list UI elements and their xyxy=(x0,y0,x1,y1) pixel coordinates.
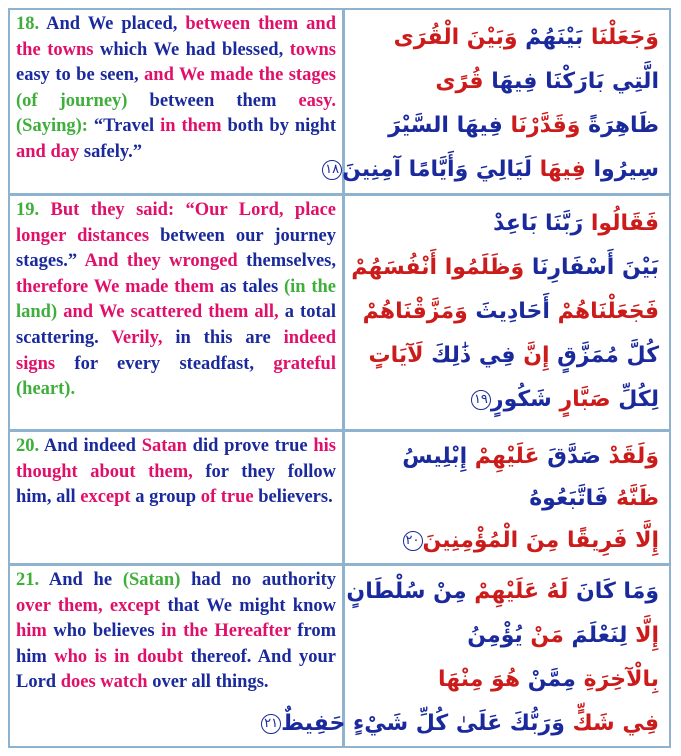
arabic-segment: صَدَّقَ xyxy=(539,444,601,469)
translation-segment: a total scattering. xyxy=(16,302,336,348)
arabic-segment: وَمَا كَانَ xyxy=(568,579,659,604)
arabic-segment: لَآيَاتٍ xyxy=(368,343,424,368)
arabic-segment: قُرًى xyxy=(435,69,484,94)
arabic-segment: فِي ذَٰلِكَ xyxy=(423,343,516,368)
arabic-segment: فَجَعَلْنَاهُمْ xyxy=(549,299,659,324)
translation-segment: therefore We made them xyxy=(16,276,220,297)
translation-segment: believers. xyxy=(258,487,333,508)
arabic-text xyxy=(325,10,669,193)
arabic-segment: بَيْنَهُمْ xyxy=(517,25,584,50)
arabic-line xyxy=(358,520,659,562)
translation-segment: towns xyxy=(289,39,337,60)
verse-row-21 xyxy=(10,566,669,746)
verse-row-20 xyxy=(10,432,669,566)
arabic-line xyxy=(358,478,659,520)
translation-segment: And they wronged xyxy=(84,251,247,272)
translation-segment: and day xyxy=(16,141,84,162)
verse-number-label: 18. xyxy=(16,14,47,34)
arabic-segment: إِلَّا xyxy=(627,623,659,648)
arabic-segment: فِي شَكٍّ xyxy=(564,711,659,736)
translation-segment: as tales xyxy=(219,276,284,297)
arabic-line xyxy=(358,614,659,658)
translation-segment: Satan xyxy=(141,436,193,456)
english-translation xyxy=(10,432,345,563)
translation-segment: that We might know xyxy=(167,595,336,616)
arabic-segment: إِنَّ xyxy=(515,343,550,368)
translation-segment: (of journey) xyxy=(16,90,150,111)
arabic-line xyxy=(358,202,659,246)
arabic-segment: لَيَالِيَ وَأَيَّامًا آمِنِينَ xyxy=(342,157,532,182)
arabic-segment: ظَنَّهُ xyxy=(608,486,659,511)
arabic-segment: وَظَلَمُوا أَنْفُسَهُمْ xyxy=(351,255,525,280)
arabic-text xyxy=(348,432,669,563)
arabic-segment: إِبْلِيسُ xyxy=(402,444,468,469)
translation-segment: easy. xyxy=(298,90,336,111)
arabic-segment: وَلَقَدْ xyxy=(600,444,659,469)
translation-segment: But they said: “Our Lord, place longer distances xyxy=(16,200,337,246)
arabic-segment: لِكُلِّ xyxy=(610,387,659,412)
arabic-segment: رَبَّنَا بَاعِدْ xyxy=(493,211,584,236)
arabic-line xyxy=(358,16,659,60)
translation-segment: does watch xyxy=(60,672,153,693)
translation-segment: both by night xyxy=(227,116,337,137)
translation-segment: and We scattered them all, xyxy=(63,302,285,323)
translation-segment: between them xyxy=(149,90,299,111)
arabic-line xyxy=(358,436,659,478)
arabic-segment: كُلَّ مُمَزَّقٍ xyxy=(549,343,659,368)
arabic-segment: الَّتِي بَارَكْنَا فِيهَا xyxy=(483,69,659,94)
english-translation xyxy=(10,196,345,429)
verse-row-19 xyxy=(10,196,669,432)
translation-segment: did prove true xyxy=(192,436,314,456)
translation-segment: (heart). xyxy=(16,379,76,400)
arabic-segment: بِالْآخِرَةِ xyxy=(575,667,659,692)
translation-segment: between our journey stages.” xyxy=(16,225,336,272)
translation-segment: a group xyxy=(135,487,201,508)
arabic-segment: سِيرُوا xyxy=(585,157,659,182)
arabic-segment: مِنَ الْمُؤْمِنِينَ xyxy=(422,528,560,553)
verse-end-marker: ١٨ xyxy=(322,160,342,180)
arabic-segment: بَيْنَ أَسْفَارِنَا xyxy=(524,255,659,280)
translation-segment: (Satan) xyxy=(122,570,192,590)
arabic-segment: مِمَّنْ xyxy=(520,667,576,692)
arabic-line xyxy=(358,60,659,104)
arabic-segment: فَاتَّبَعُوهُ xyxy=(529,486,609,511)
arabic-line xyxy=(351,246,659,290)
verse-number-label: 20. xyxy=(16,436,44,456)
verse-number-label: 19. xyxy=(16,200,51,220)
arabic-segment: مَنْ xyxy=(522,623,564,648)
translation-segment: themselves, xyxy=(246,251,337,272)
arabic-segment: وَبَيْنَ الْقُرَى xyxy=(393,25,518,50)
arabic-text xyxy=(348,196,669,429)
translation-segment: in the Hereafter xyxy=(161,621,298,642)
arabic-line xyxy=(358,334,659,378)
translation-segment: had no authority xyxy=(191,570,336,590)
translation-segment: “Travel xyxy=(93,116,161,137)
arabic-segment: ظَاهِرَةً xyxy=(580,113,659,138)
translation-segment: safely.” xyxy=(83,141,142,162)
translation-segment: who believes xyxy=(53,621,162,642)
translation-segment: over them, except xyxy=(16,595,168,616)
arabic-line xyxy=(358,658,659,702)
verse-table xyxy=(8,8,671,748)
verse-row-18 xyxy=(10,10,669,196)
verse-end-marker: ٢٠ xyxy=(403,531,423,551)
translation-segment: between them and the towns xyxy=(16,14,337,60)
arabic-segment: وَرَبُّكَ عَلَىٰ كُلِّ شَيْءٍ حَفِيظٌ xyxy=(281,711,565,736)
arabic-line xyxy=(346,570,659,614)
arabic-segment: عَلَيْهِمْ xyxy=(467,444,540,469)
arabic-segment: يُؤْمِنُ xyxy=(467,623,523,648)
arabic-segment: فِيهَا xyxy=(531,157,586,182)
translation-segment: over all things. xyxy=(152,672,269,693)
translation-segment: and We made the stages xyxy=(144,65,337,86)
arabic-segment: أَحَادِيثَ xyxy=(467,299,550,324)
arabic-line xyxy=(358,290,659,334)
translation-segment: of true xyxy=(200,487,259,508)
arabic-segment: فِيهَا السَّيْرَ xyxy=(388,113,503,138)
arabic-segment: شَكُورٍ xyxy=(490,387,552,412)
arabic-segment: صَبَّارٍ xyxy=(551,387,611,412)
arabic-line xyxy=(325,148,659,192)
arabic-line xyxy=(264,702,659,746)
translation-segment: indeed signs xyxy=(16,327,337,374)
translation-segment: his thought about them, xyxy=(16,436,336,482)
translation-segment: (Saying): xyxy=(16,116,94,137)
arabic-text xyxy=(264,566,669,746)
translation-segment: which We had blessed, xyxy=(99,39,290,60)
translation-segment: except xyxy=(80,487,136,508)
verse-end-marker: ٢١ xyxy=(261,714,281,734)
arabic-segment: وَقَدَّرْنَا xyxy=(502,113,581,138)
verse-end-marker: ١٩ xyxy=(471,390,491,410)
arabic-segment: هُوَ مِنْهَا xyxy=(437,667,521,692)
translation-segment: And indeed xyxy=(43,436,142,456)
translation-segment: easy to be seen, xyxy=(16,65,145,86)
arabic-segment: لَهُ عَلَيْهِمْ xyxy=(466,579,569,604)
arabic-segment: إِلَّا فَرِيقًا xyxy=(559,528,659,553)
translation-segment: thereof. And your Lord xyxy=(16,646,336,693)
translation-segment: grateful xyxy=(273,353,336,374)
translation-segment: from him xyxy=(16,621,336,667)
translation-segment: in them xyxy=(160,116,228,137)
translation-segment: for every steadfast, xyxy=(74,353,274,374)
translation-segment: (in the land) xyxy=(16,276,337,323)
arabic-segment: وَجَعَلْنَا xyxy=(583,25,659,50)
arabic-line xyxy=(358,378,659,422)
arabic-segment: مِنْ سُلْطَانٍ xyxy=(346,579,467,604)
translation-segment: And he xyxy=(48,570,123,590)
arabic-line xyxy=(358,104,659,148)
translation-segment: for they follow him, all xyxy=(16,461,337,508)
english-translation xyxy=(10,10,345,193)
translation-segment: And We placed, xyxy=(46,14,186,34)
arabic-segment: وَمَزَّقْنَاهُمْ xyxy=(362,299,468,324)
translation-segment: who is in doubt xyxy=(54,646,191,667)
translation-segment: him xyxy=(16,621,54,642)
verse-number-label: 21. xyxy=(16,570,49,590)
translation-segment: in this are xyxy=(175,327,284,348)
translation-segment: Verily, xyxy=(111,327,176,348)
arabic-segment: فَقَالُوا xyxy=(583,211,659,236)
arabic-segment: لِنَعْلَمَ xyxy=(563,623,628,648)
